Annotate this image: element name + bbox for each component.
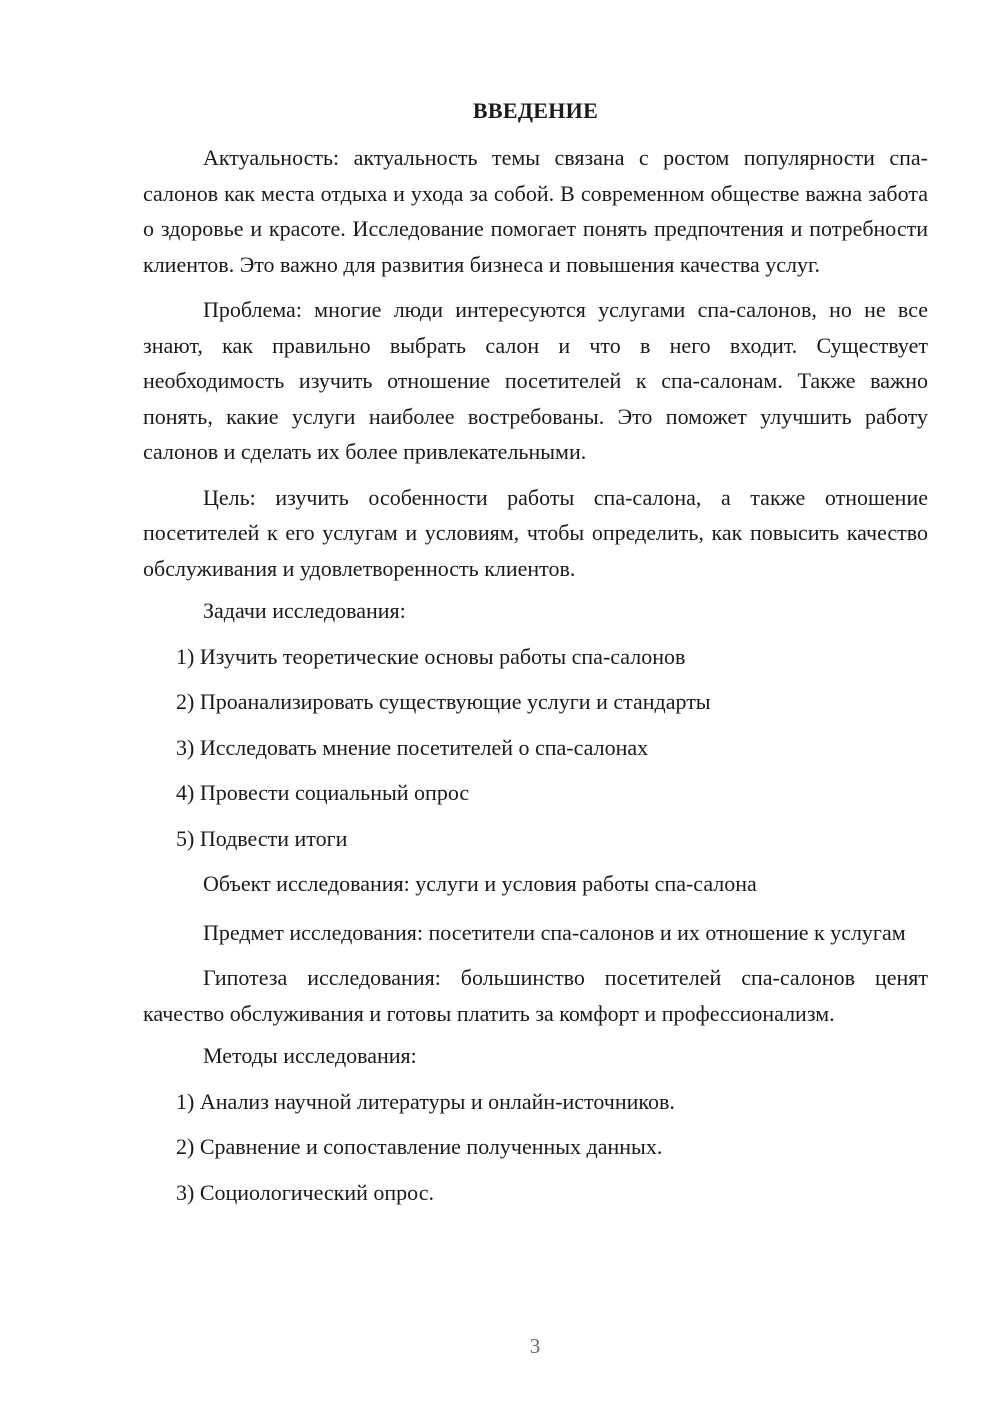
page-content [143,96,928,1223]
problem-paragraph: Проблема: многие люди интересуются услугами спа-салонов, но не все знают, как правильно выбрать салон и что в него входит. Существует необходимость изучить отношение посетителей к спа-салонам. Также важно понять, какие услуги наиболее востребованы. Это поможет улучшить работу салонов и сделать их более привлекательными. [143,297,928,464]
relevance-paragraph: Актуальность: актуальность темы связана с ростом популярности спа-салонов как места отдыха и ухода за собой. В современном обществе важна забота о здоровье и красоте. Исследование помогает понять предпочтения и потребности клиентов. Это важно для развития бизнеса и повышения качества услуг. [143,145,928,277]
list-item: 4) Провести социальный опрос [176,780,470,805]
methods-list [143,1087,928,1208]
subject-paragraph: Предмет исследования: посетители спа-салонов и их отношение к услугам [203,919,906,945]
page-title: ВВЕДЕНИЕ [472,98,599,123]
hypothesis-paragraph: Гипотеза исследования: большинство посетителей спа-салонов ценят качество обслуживания и готовы платить за комфорт и профессионализм. [143,965,928,1026]
list-item: 3) Исследовать мнение посетителей о спа-салонах [176,734,649,760]
object-statement: Объект исследования: услуги и условия работы спа-салона [203,871,757,896]
goal-paragraph: Цель: изучить особенности работы спа-салона, а также отношение посетителей к его услугам и условиям, чтобы определить, как повысить качество обслуживания и удовлетворенность клиентов. [143,484,928,581]
methods-heading: Методы исследования: [203,1043,417,1068]
list-item: 1) Анализ научной литературы и онлайн-источников. [176,1088,675,1114]
list-item: 1) Изучить теоретические основы работы спа-салонов [176,643,686,669]
list-item: 5) Подвести итоги [176,825,348,851]
page-number: 3 [529,1334,541,1358]
tasks-list [143,642,928,854]
list-item: 2) Сравнение и сопоставление полученных данных. [176,1134,663,1159]
list-item: 2) Проанализировать существующие услуги и стандарты [176,689,711,714]
list-item: 3) Социологический опрос. [176,1179,434,1205]
tasks-heading: Задачи исследования: [203,598,406,623]
